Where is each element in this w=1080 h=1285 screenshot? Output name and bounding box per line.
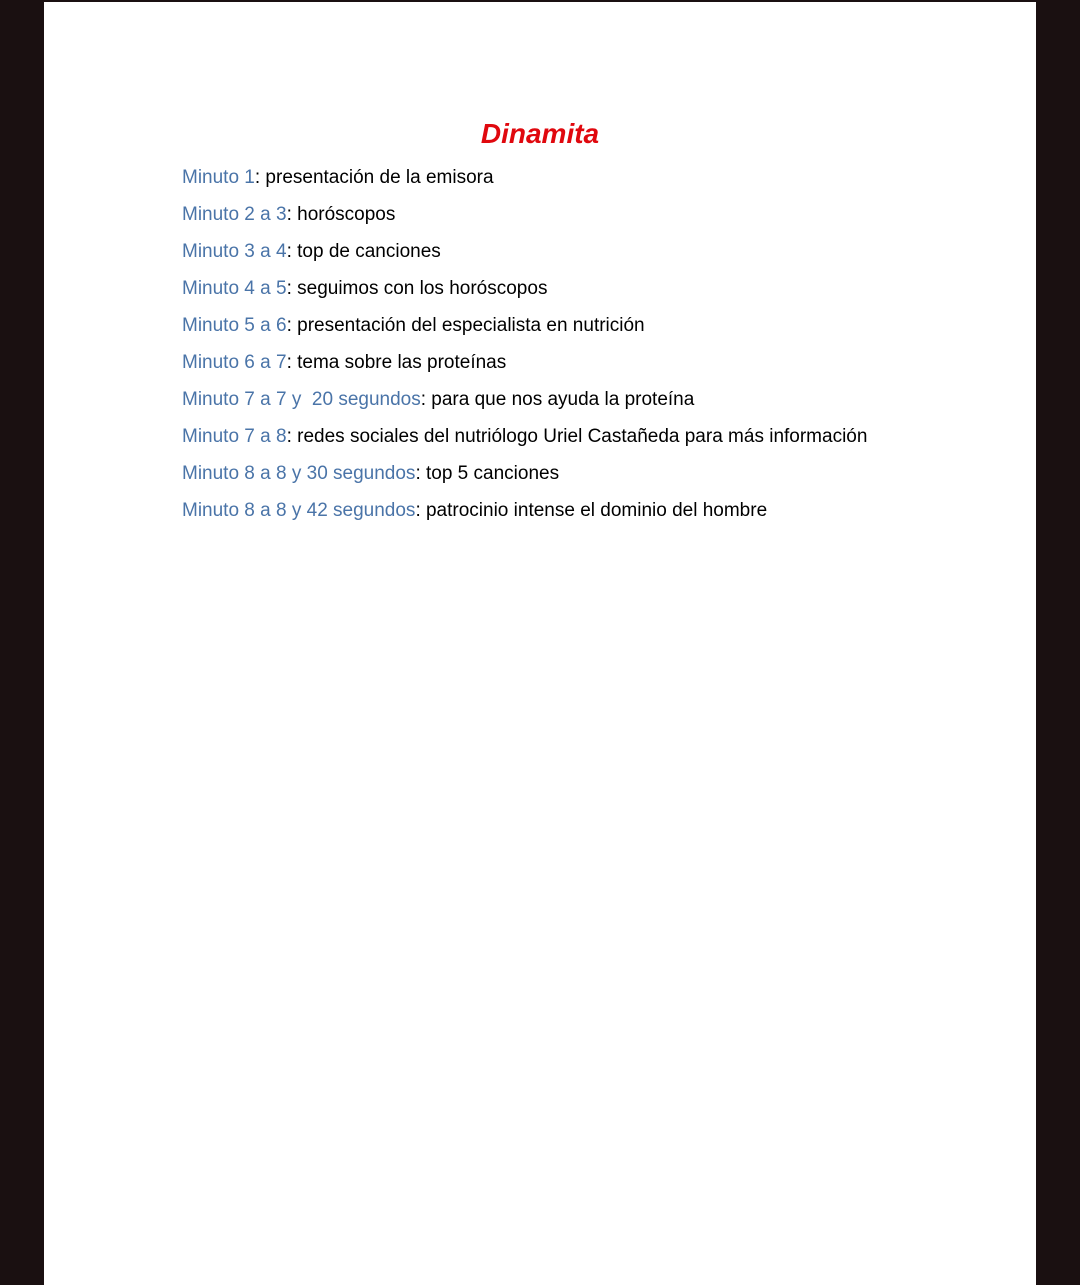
rundown-entry [182,498,867,535]
document-title: Dinamita [480,118,600,149]
entry-description: : patrocinio intense el dominio del hombre [415,500,768,521]
entry-time-label: Minuto 8 a 8 y 42 segundos [182,500,416,521]
entry-description: : para que nos ayuda la proteína [420,389,695,410]
entry-time-label: Minuto 2 a 3 [182,204,287,225]
rundown-entry [182,387,867,424]
entry-description: : redes sociales del nutriólogo Uriel Castañeda para más información [286,426,868,447]
rundown-entry [182,239,867,276]
entry-time-label: Minuto 7 a 7 y 20 segundos [182,389,421,410]
entry-description: : top de canciones [286,241,441,262]
rundown-list [182,165,867,535]
rundown-entry [182,461,867,498]
rundown-entry [182,165,867,202]
rundown-entry [182,424,867,461]
entry-time-label: Minuto 5 a 6 [182,315,287,336]
entry-time-label: Minuto 7 a 8 [182,426,287,447]
entry-time-label: Minuto 6 a 7 [182,352,287,373]
entry-time-label: Minuto 3 a 4 [182,241,287,262]
rundown-entry [182,313,867,350]
entry-description: : horóscopos [286,204,396,225]
rundown-entry [182,350,867,387]
entry-description: : presentación de la emisora [254,167,494,188]
document-page [44,2,1036,1285]
rundown-entry [182,276,867,313]
entry-description: : top 5 canciones [415,463,560,484]
entry-time-label: Minuto 1 [182,167,255,188]
entry-time-label: Minuto 4 a 5 [182,278,287,299]
entry-description: : seguimos con los horóscopos [286,278,548,299]
entry-description: : presentación del especialista en nutrición [286,315,645,336]
entry-time-label: Minuto 8 a 8 y 30 segundos [182,463,416,484]
entry-description: : tema sobre las proteínas [286,352,507,373]
rundown-entry [182,202,867,239]
